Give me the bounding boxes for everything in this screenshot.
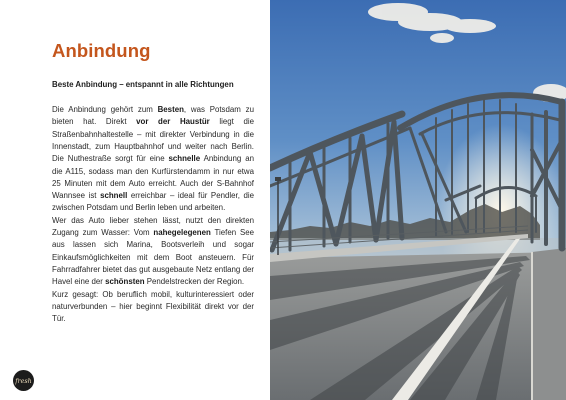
text-run: Kurz gesagt: Ob beruflich mobil, kulturinteressiert oder naturverbunden – hier beginnt Flexibilität direkt vor der Tür. <box>52 289 254 324</box>
paragraph-3 <box>52 289 254 326</box>
bridge-photo-illustration <box>270 0 566 400</box>
bold-phrase: vor der Haustür <box>136 117 210 127</box>
bridge-photo <box>270 0 566 400</box>
text-run: Anbindung an die A115, sodass man den Kurfürstendamm in nur etwa 25 Minuten mit dem Auto erreicht. Auch der S-Bahnhof Wannsee ist <box>52 154 255 201</box>
text-column <box>0 0 270 400</box>
text-run: , was Potsdam zu bieten hat. Direkt <box>52 105 254 127</box>
bold-phrase: schönsten <box>105 277 145 287</box>
text-run: Pendelstrecken der Region. <box>144 277 245 287</box>
brand-logo-icon <box>13 370 34 391</box>
logo-text: fresh <box>15 377 32 385</box>
bold-phrase: schnelle <box>168 154 201 164</box>
page-title: Anbindung <box>52 40 151 61</box>
text-run: Die Anbindung gehört zum <box>52 105 158 115</box>
text-run: Tiefen See aus lassen sich Marina, Bootsverleih und sogar Einkaufsmöglichkeiten mit dem Boot ansteuern. Für Fahrradfahrer bietet das gut ausgebaute Netz entlang der Havel eine der <box>52 228 254 287</box>
logo-lettering <box>15 375 32 386</box>
paragraph-1 <box>52 104 254 215</box>
bold-phrase: Besten <box>157 105 184 115</box>
bold-phrase: nahegelegenen <box>153 228 211 238</box>
bold-phrase: schnell <box>100 191 128 201</box>
text-run: liegt die Straßenbahnhaltestelle – mit direkter Verbindung in die Innenstadt, zum Hauptbahnhof und weiter nach Berlin. Die Nuthestraße sorgt für eine <box>52 117 255 164</box>
text-run: erreichbar – ideal für Pendler, die zwischen Potsdam und Berlin leben und arbeiten. <box>52 191 254 213</box>
text-run: Wer das Auto lieber stehen lässt, nutzt den direkten Zugang zum Wasser: Vom <box>52 215 254 238</box>
paragraph-2 <box>52 215 254 289</box>
body-text <box>52 104 254 325</box>
page-subtitle: Beste Anbindung – entspannt in alle Richtungen <box>52 80 234 89</box>
